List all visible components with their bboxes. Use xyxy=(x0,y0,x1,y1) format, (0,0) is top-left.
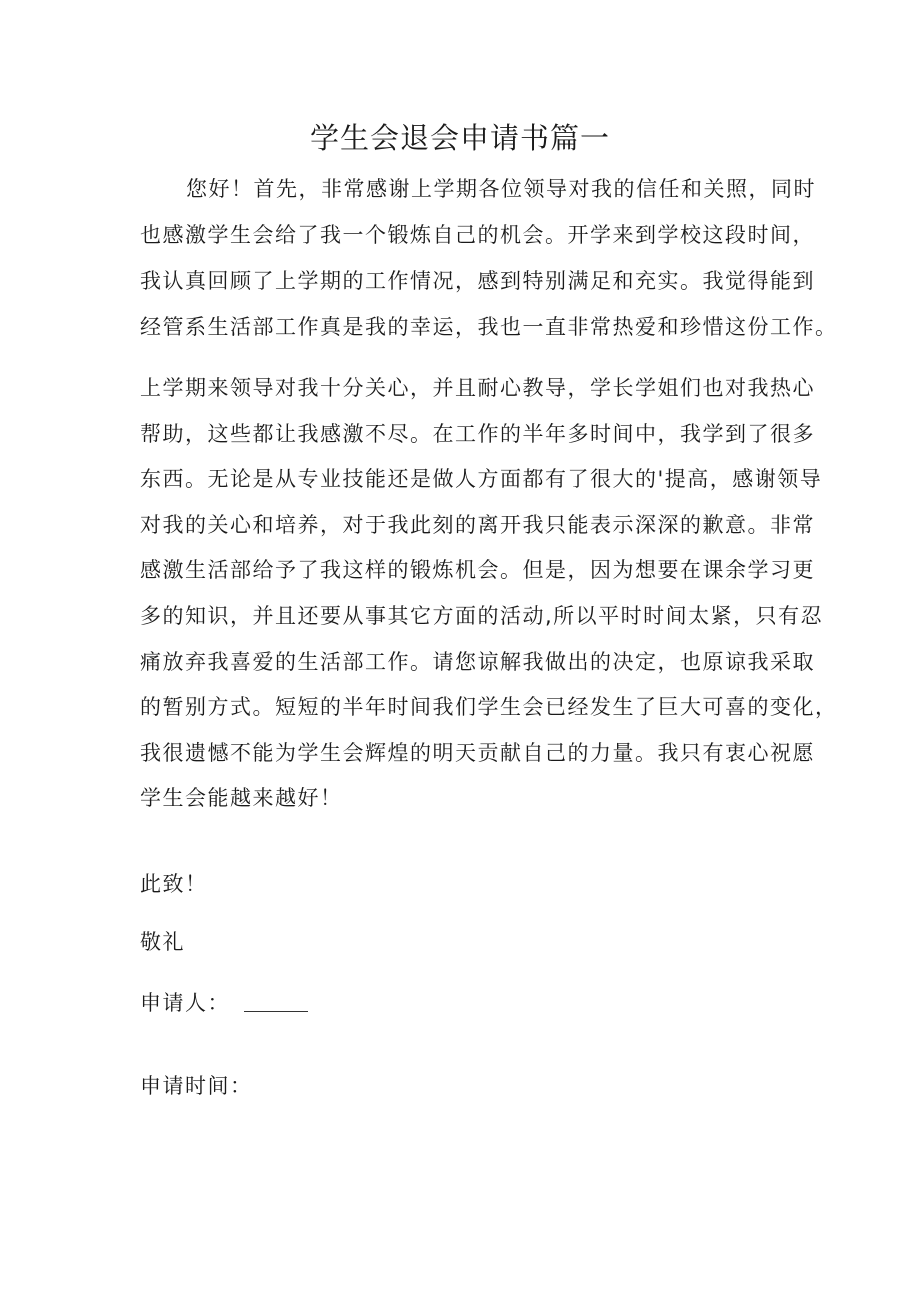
paragraph-line: 也感激学生会给了我一个锻炼自己的机会。开学来到学校这段时间， xyxy=(140,223,815,247)
paragraph-line: 的暂别方式。短短的半年时间我们学生会已经发生了巨大可喜的变化， xyxy=(140,695,838,720)
date-label: 申请时间： xyxy=(140,1074,253,1098)
paragraph-line: 感激生活部给予了我这样的锻炼机会。但是，因为想要在课余学习更 xyxy=(140,558,815,583)
applicant-label: 申请人： xyxy=(140,991,230,1015)
paragraph-line: 对我的关心和培养，对于我此刻的离开我只能表示深深的歉意。非常 xyxy=(140,512,815,537)
paragraph-line: 帮助，这些都让我感激不尽。在工作的半年多时间中，我学到了很多 xyxy=(140,421,815,446)
paragraph-line: 痛放弃我喜爱的生活部工作。请您谅解我做出的决定，也原谅我采取 xyxy=(140,649,815,674)
paragraph-2 xyxy=(140,366,838,822)
document-title: 学生会退会申请书篇一 xyxy=(309,121,610,155)
applicant-line xyxy=(140,987,308,1017)
paragraph-line: 上学期来领导对我十分关心，并且耐心教导，学长学姐们也对我热心 xyxy=(140,376,815,400)
paragraph-line: 我很遗憾不能为学生会辉煌的明天贡献自己的力量。我只有衷心祝愿 xyxy=(140,740,815,765)
paragraph-line: 多的知识，并且还要从事其它方面的活动,所以平时时间太紧，只有忍 xyxy=(140,603,824,628)
paragraph-line: 我认真回顾了上学期的工作情况，感到特别满足和充实。我觉得能到 xyxy=(140,269,815,293)
regards: 敬礼 xyxy=(140,930,185,954)
paragraph-line: 您好！首先，非常感谢上学期各位领导对我的信任和关照，同时 xyxy=(186,177,816,201)
paragraph-line: 经管系生活部工作真是我的幸运，我也一直非常热爱和珍惜这份工作。 xyxy=(140,315,838,339)
paragraph-1 xyxy=(140,166,838,350)
salutation: 此致！ xyxy=(140,872,208,896)
paragraph-line: 学生会能越来越好！ xyxy=(140,786,343,811)
applicant-blank xyxy=(244,997,308,1012)
paragraph-line: 东西。无论是从专业技能还是做人方面都有了很大的'提高，感谢领导 xyxy=(140,467,823,492)
